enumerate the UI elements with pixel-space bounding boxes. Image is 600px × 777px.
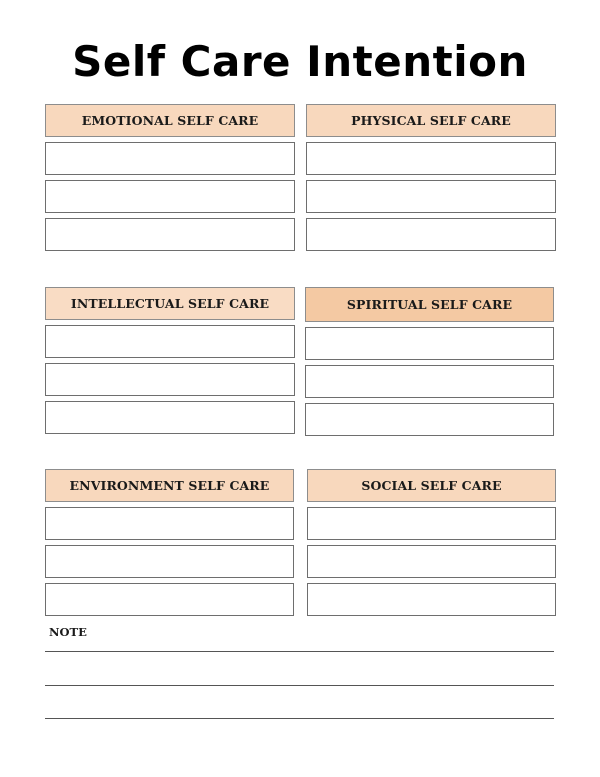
note-line-3[interactable] (45, 718, 554, 719)
intellectual-entry-1[interactable] (45, 325, 295, 358)
section-header-intellectual: INTELLECTUAL SELF CARE (45, 287, 295, 320)
physical-entry-1[interactable] (306, 142, 556, 175)
section-header-physical: PHYSICAL SELF CARE (306, 104, 556, 137)
section-header-spiritual: SPIRITUAL SELF CARE (305, 287, 554, 322)
physical-entry-2[interactable] (306, 180, 556, 213)
social-entry-2[interactable] (307, 545, 556, 578)
intellectual-entry-3[interactable] (45, 401, 295, 434)
spiritual-entry-1[interactable] (305, 327, 554, 360)
section-header-environment: ENVIRONMENT SELF CARE (45, 469, 294, 502)
environment-entry-3[interactable] (45, 583, 294, 616)
section-environment (45, 469, 294, 616)
note-line-2[interactable] (45, 685, 554, 686)
section-intellectual (45, 287, 295, 434)
emotional-entry-3[interactable] (45, 218, 295, 251)
page-title: Self Care Intention (72, 37, 528, 86)
section-header-social: SOCIAL SELF CARE (307, 469, 556, 502)
section-physical (306, 104, 556, 251)
emotional-entry-1[interactable] (45, 142, 295, 175)
physical-entry-3[interactable] (306, 218, 556, 251)
section-spiritual (305, 287, 554, 436)
emotional-entry-2[interactable] (45, 180, 295, 213)
section-header-emotional: EMOTIONAL SELF CARE (45, 104, 295, 137)
section-emotional (45, 104, 295, 251)
social-entry-3[interactable] (307, 583, 556, 616)
social-entry-1[interactable] (307, 507, 556, 540)
note-line-1[interactable] (45, 651, 554, 652)
spiritual-entry-3[interactable] (305, 403, 554, 436)
intellectual-entry-2[interactable] (45, 363, 295, 396)
environment-entry-1[interactable] (45, 507, 294, 540)
note-label: NOTE (49, 625, 87, 639)
section-social (307, 469, 556, 616)
spiritual-entry-2[interactable] (305, 365, 554, 398)
environment-entry-2[interactable] (45, 545, 294, 578)
